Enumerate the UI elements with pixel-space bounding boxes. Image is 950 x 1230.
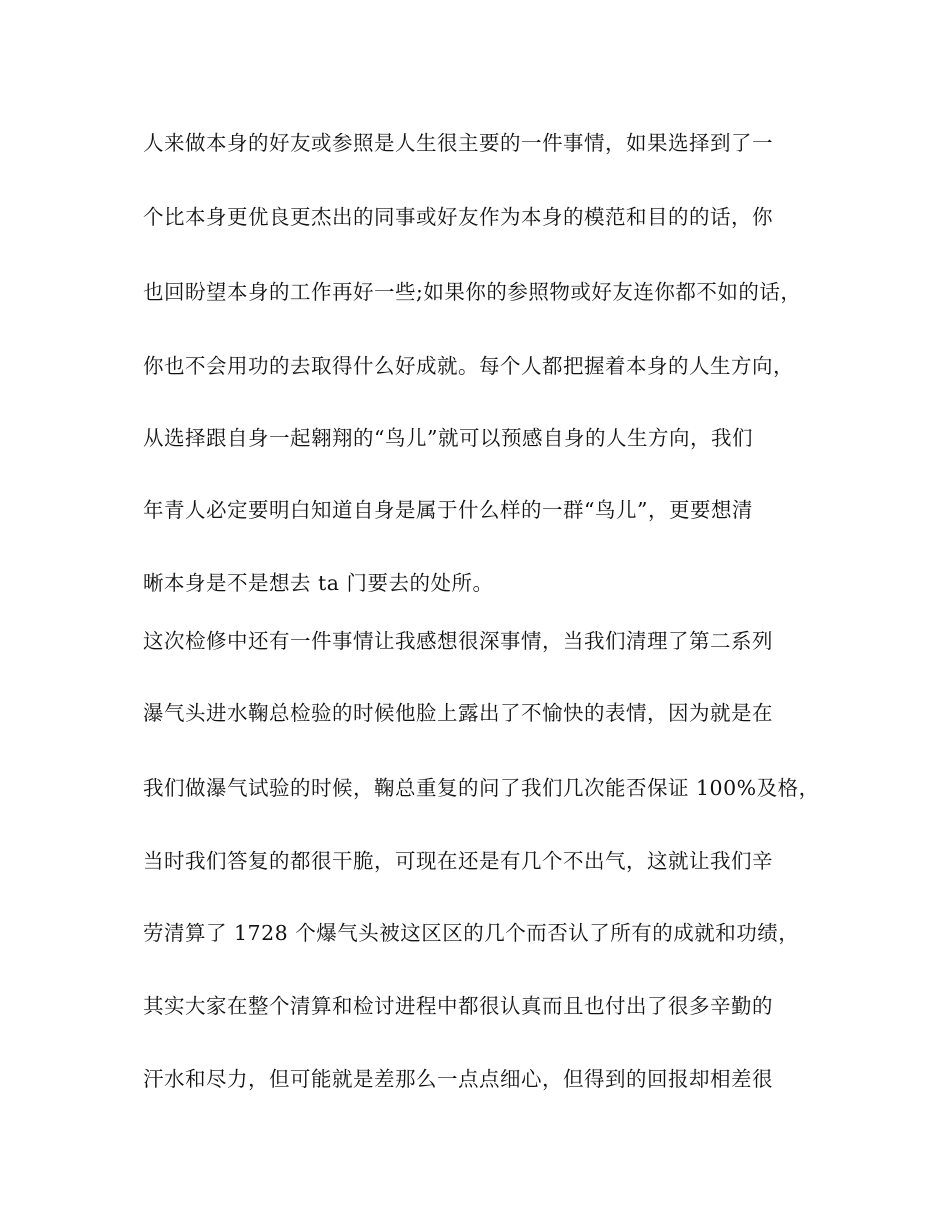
- text-line: 当时我们答复的都很干脆，可现在还是有几个不出气，这就让我们辛: [143, 849, 773, 873]
- text-line: 你也不会用功的去取得什么好成就。每个人都把握着本身的人生方向，: [143, 354, 794, 378]
- text-line: 晰本身是不是想去 ta 门要去的处所。: [143, 571, 494, 595]
- text-line: 劳清算了 1728 个爆气头被这区区的几个而否认了所有的成就和功绩，: [143, 921, 800, 945]
- text-line: 汗水和尽力，但可能就是差那么一点点细心，但得到的回报却相差很: [143, 1067, 773, 1091]
- text-line: 年青人必定要明白知道自身是属于什么样的一群“鸟儿”，更要想清: [143, 498, 753, 522]
- text-line: 瀑气头进水鞠总检验的时候他脸上露出了不愉快的表情，因为就是在: [143, 701, 773, 725]
- text-line: 我们做瀑气试验的时候，鞠总重复的问了我们几次能否保证 100%及格，: [143, 776, 820, 800]
- text-line: 人来做本身的好友或参照是人生很主要的一件事情，如果选择到了一: [143, 131, 773, 155]
- text-line: 这次检修中还有一件事情让我感想很深事情，当我们清理了第二系列: [143, 629, 773, 653]
- text-line: 个比本身更优良更杰出的同事或好友作为本身的模范和目的的话，你: [143, 205, 773, 229]
- text-line: 其实大家在整个清算和检讨进程中都很认真而且也付出了很多辛勤的: [143, 994, 773, 1018]
- text-line: 从选择跟自身一起翱翔的“鸟儿”就可以预感自身的人生方向，我们: [143, 426, 753, 450]
- text-line: 也回盼望本身的工作再好一些;如果你的参照物或好友连你都不如的话，: [143, 280, 802, 304]
